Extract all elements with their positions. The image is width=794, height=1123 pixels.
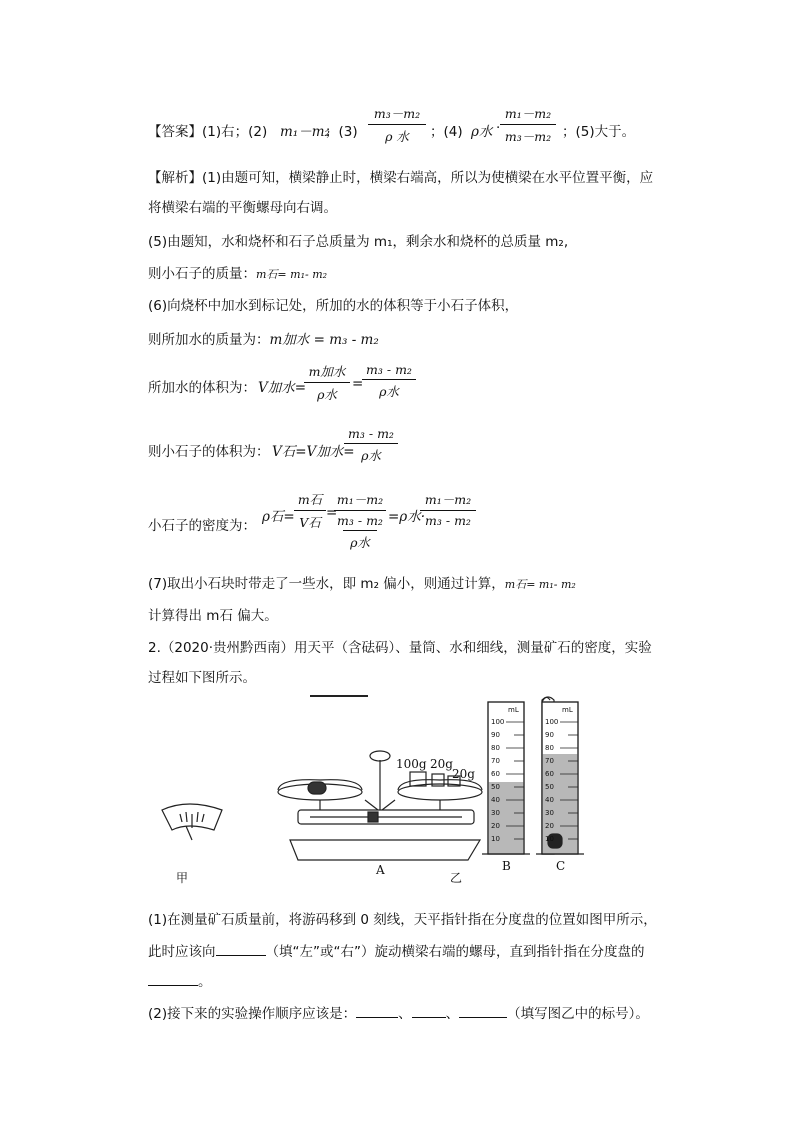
cylinder-b-tick-label: 100 <box>491 718 505 726</box>
analysis-line-1: 【解析】(1)由题可知，横梁静止时，横梁右端高，所以为使横梁在水平位置平衡，应 <box>148 170 654 186</box>
analysis-line-9-frac-3: m₁－m₂ m₃ - m₂ <box>420 490 476 528</box>
figure-c-label: C <box>556 859 566 873</box>
cylinder-b-tick-label: 10 <box>491 835 500 843</box>
experiment-figure <box>150 690 600 890</box>
sub-question-1-line-3: 。 <box>148 970 212 990</box>
figure-jia-label: 甲 <box>176 871 189 885</box>
cylinder-c-unit: mL <box>562 706 573 714</box>
cylinder-c-tick-label: 100 <box>545 718 559 726</box>
analysis-line-4: 则小石子的质量：m石= m₁- m₂ <box>148 266 328 282</box>
cylinder-b-tick-label: 60 <box>491 770 500 778</box>
cylinder-b-tick-label: 90 <box>491 731 500 739</box>
sub-question-2: (2)接下来的实验操作顺序应该是： 、 、 （填写图乙中的标号）。 <box>148 1006 649 1022</box>
cylinder-c-tick-label: 80 <box>545 744 554 752</box>
weight-20g-label-1: 20g <box>430 757 453 771</box>
cylinder-c-tick-label: 90 <box>545 731 554 739</box>
analysis-line-9-text: 小石子的密度为： <box>148 518 256 534</box>
answer-rho-water: ρ水 <box>471 124 493 140</box>
answer-part-3: ；(3) <box>325 124 358 140</box>
answer-part-5: ；(5)大于。 <box>562 124 636 140</box>
cylinder-c-tick-label: 20 <box>545 822 554 830</box>
analysis-line-7-lhs: V加水= <box>258 380 307 396</box>
analysis-line-7-frac-2: m₃ - m₂ ρ水 <box>362 362 416 400</box>
cylinder-c-tick-label: 10 <box>545 835 554 843</box>
analysis-line-8-lhs: V石=V加水= <box>272 444 355 460</box>
answer-dot: · <box>496 120 501 136</box>
dial-scale-icon <box>162 804 222 840</box>
answer-blank-step-3[interactable] <box>459 1017 507 1018</box>
answer-fraction-3: m₃－m₂ ρ 水 <box>368 104 426 145</box>
graduated-cylinder-c-icon <box>536 697 584 854</box>
answer-blank-direction[interactable] <box>216 955 266 956</box>
analysis-line-8-text: 则小石子的体积为： <box>148 444 270 460</box>
cylinder-b-unit: mL <box>508 706 519 714</box>
answer-part-1-2: (1)右；(2) <box>202 124 268 140</box>
analysis-line-6: 则所加水的质量为：m加水 = m₃ - m₂ <box>148 332 379 348</box>
analysis-line-9-rho: =ρ水· <box>388 509 426 525</box>
analysis-label: 【解析】 <box>148 170 202 186</box>
cylinder-c-tick-label: 40 <box>545 796 554 804</box>
cylinder-b-tick-label: 20 <box>491 822 500 830</box>
weight-20g-label-2: 20g <box>452 767 475 781</box>
answer-part-4: ；(4) <box>430 124 463 140</box>
analysis-line-9-eq: = <box>326 505 338 521</box>
cylinder-b-tick-label: 80 <box>491 744 500 752</box>
analysis-line-9-frac-2: m₁－m₂ m₃ - m₂ ρ水 <box>334 490 386 551</box>
analysis-line-7-frac-1: m加水 ρ水 <box>304 362 350 403</box>
answer-blank-step-2[interactable] <box>412 1017 446 1018</box>
analysis-line-8-frac: m₃ - m₂ ρ水 <box>344 426 398 464</box>
cylinder-c-tick-label: 30 <box>545 809 554 817</box>
sub-question-1-line-2: 此时应该向 （填“左”或“右”）旋动横梁右端的螺母，直到指针指在分度盘的 <box>148 944 645 960</box>
cylinder-b-tick-label: 30 <box>491 809 500 817</box>
analysis-line-5: (6)向烧杯中加水到标记处，所加的水的体积等于小石子体积， <box>148 298 519 314</box>
analysis-line-9-frac-1: m石 V石 <box>294 490 326 531</box>
figure-a-label: A <box>376 863 385 877</box>
answer-blank-position[interactable] <box>148 985 198 986</box>
cylinder-c-tick-label: 60 <box>545 770 554 778</box>
analysis-line-9-lhs: ρ石= <box>262 509 295 525</box>
answer-fraction-4: m₁－m₂ m₃－m₂ <box>500 104 556 145</box>
figure-yi-label: 乙 <box>450 871 463 885</box>
cylinder-c-tick-label: 70 <box>545 757 554 765</box>
figure-b-label: B <box>502 859 511 873</box>
answer-label: 【答案】 <box>148 124 202 140</box>
analysis-line-2: 将横梁右端的平衡螺母向右调。 <box>148 200 337 216</box>
cylinder-b-tick-label: 50 <box>491 783 500 791</box>
graduated-cylinder-b-icon <box>482 702 530 854</box>
analysis-line-11: 计算得出 m石 偏大。 <box>148 608 278 624</box>
answer-blank-step-1[interactable] <box>356 1017 398 1018</box>
cylinder-c-tick-label: 50 <box>545 783 554 791</box>
analysis-line-7-text: 所加水的体积为： <box>148 380 256 396</box>
question-2-line-1: 2.（2020·贵州黔西南）用天平（含砝码）、量筒、水和细线，测量矿石的密度，实验 <box>148 640 652 656</box>
sub-question-1-line-1: (1)在测量矿石质量前，将游码移到 0 刻线，天平指针指在分度盘的位置如图甲所示， <box>148 912 657 928</box>
cylinder-b-tick-label: 40 <box>491 796 500 804</box>
question-2-line-2: 过程如下图所示。 <box>148 670 256 686</box>
analysis-line-3: (5)由题知，水和烧杯和石子总质量为 m₁，剩余水和烧杯的总质量 m₂, <box>148 234 569 250</box>
answer-line <box>148 120 267 140</box>
analysis-line-7-eq: = <box>352 376 364 392</box>
cylinder-b-tick-label: 70 <box>491 757 500 765</box>
weight-100g-label: 100g <box>396 757 427 771</box>
analysis-line-10: (7)取出小石块时带走了一些水，即 m₂ 偏小，则通过计算，m石= m₁- m₂ <box>148 576 576 592</box>
answer-expr-2: m₁－m₂ <box>280 124 330 140</box>
